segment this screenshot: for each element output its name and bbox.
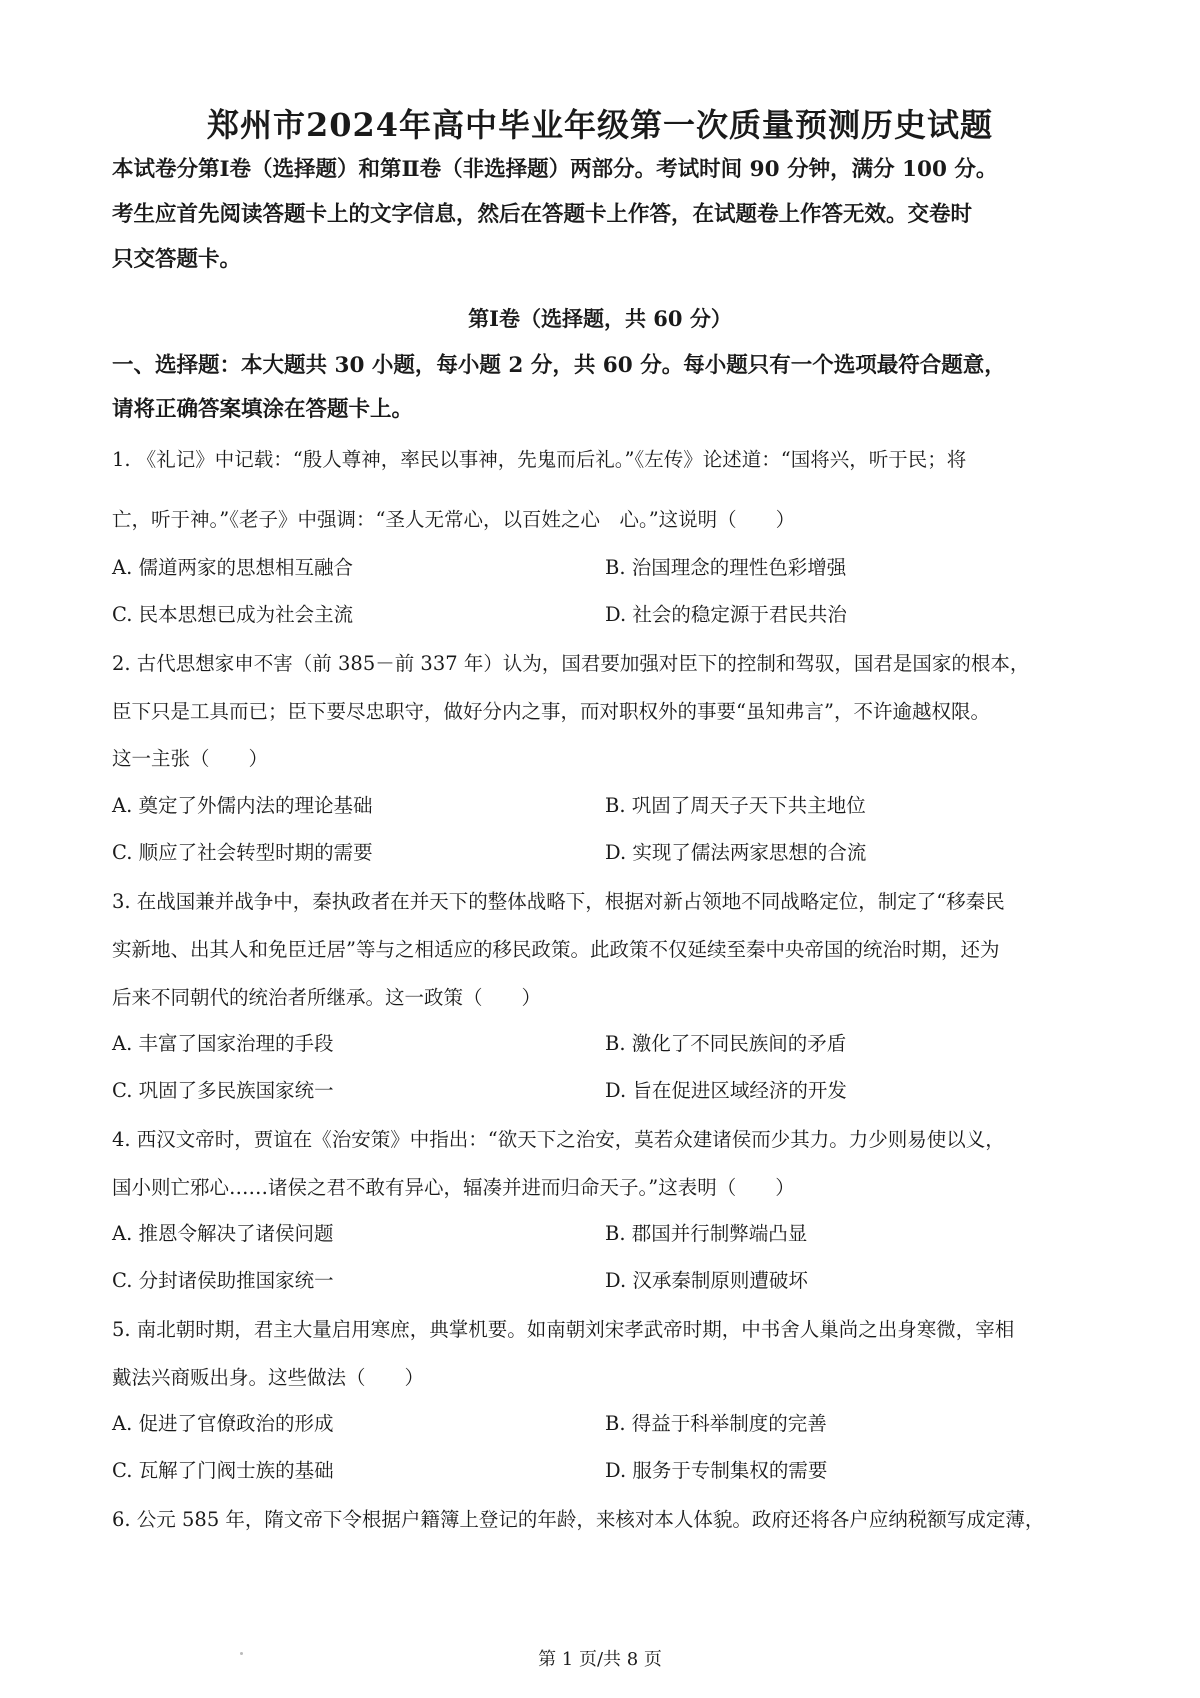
page-title: 郑州市2024年高中毕业年级第一次质量预测历史试题	[206, 106, 994, 144]
question-1-line: 1. 《礼记》中记载：“殷人尊神，率民以事神，先鬼而后礼。”《左传》论述道：“国将兴，听于民；将	[112, 448, 967, 471]
page-number: 第 1 页/共 8 页	[538, 1649, 662, 1670]
question-4-option-d: D. 汉承秦制原则遭破坏	[605, 1269, 808, 1292]
question-2-option-d: D. 实现了儒法两家思想的合流	[605, 841, 867, 864]
question-4-line: 4. 西汉文帝时，贾谊在《治安策》中指出：“欲天下之治安，莫若众建诸侯而少其力。力少则易使以义，	[112, 1128, 1005, 1151]
question-5-line: 戴法兴商贩出身。这些做法（ ）	[112, 1366, 425, 1389]
question-6-line: 6. 公元 585 年，隋文帝下令根据户籍簿上登记的年龄，来核对本人体貌。政府还将各户应纳税额写成定薄，	[112, 1508, 1045, 1531]
question-3-option-a: A. 丰富了国家治理的手段	[112, 1032, 334, 1055]
question-3-option-b: B. 激化了不同民族间的矛盾	[605, 1032, 847, 1055]
question-2-option-a: A. 奠定了外儒内法的理论基础	[112, 794, 373, 817]
intro-line: 本试卷分第Ⅰ卷（选择题）和第Ⅱ卷（非选择题）两部分。考试时间 90 分钟，满分 100 分。	[112, 157, 998, 182]
question-4-option-a: A. 推恩令解决了诸侯问题	[112, 1222, 334, 1245]
question-2-line: 这一主张（ ）	[112, 747, 269, 770]
question-1-line: 亡，听于神。”《老子》中强调：“圣人无常心，以百姓之心 心。”这说明（ ）	[112, 508, 796, 531]
question-1-option-b: B. 治国理念的理性色彩增强	[605, 556, 847, 579]
question-3-option-c: C. 巩固了多民族国家统一	[112, 1079, 334, 1102]
intro-line: 考生应首先阅读答题卡上的文字信息，然后在答题卡上作答，在试题卷上作答无效。交卷时	[112, 202, 973, 227]
question-5-option-d: D. 服务于专制集权的需要	[605, 1459, 828, 1482]
question-4-line: 国小则亡邪心……诸侯之君不敢有异心，辐凑并进而归命天子。”这表明（ ）	[112, 1176, 795, 1199]
question-2-line: 臣下只是工具而已；臣下要尽忠职守，做好分内之事，而对职权外的事要“虽知弗言”，不许逾越权限。	[112, 700, 990, 723]
question-1-option-a: A. 儒道两家的思想相互融合	[112, 556, 353, 579]
question-4-option-c: C. 分封诸侯助推国家统一	[112, 1269, 334, 1292]
section-title: 第Ⅰ卷（选择题，共 60 分）	[468, 306, 732, 331]
question-2-option-c: C. 顺应了社会转型时期的需要	[112, 841, 373, 864]
instructions-line: 请将正确答案填涂在答题卡上。	[112, 397, 414, 422]
question-5-option-c: C. 瓦解了门阀士族的基础	[112, 1459, 334, 1482]
question-3-option-d: D. 旨在促进区域经济的开发	[605, 1079, 847, 1102]
question-2-line: 2. 古代思想家申不害（前 385－前 337 年）认为，国君要加强对臣下的控制和驾驭，国君是国家的根本，	[112, 652, 1030, 675]
question-5-line: 5. 南北朝时期，君主大量启用寒庶，典掌机要。如南朝刘宋孝武帝时期，中书舍人巢尚之出身寒微，宰相	[112, 1318, 1015, 1341]
question-1-option-c: C. 民本思想已成为社会主流	[112, 603, 354, 626]
intro-line: 只交答题卡。	[112, 247, 242, 272]
question-4-option-b: B. 郡国并行制弊端凸显	[605, 1222, 808, 1245]
question-3-line: 3. 在战国兼并战争中，秦执政者在并天下的整体战略下，根据对新占领地不同战略定位，制定了“移秦民	[112, 890, 1005, 913]
question-5-option-a: A. 促进了官僚政治的形成	[112, 1412, 334, 1435]
question-3-line: 后来不同朝代的统治者所继承。这一政策（ ）	[112, 986, 542, 1009]
question-3-line: 实新地、出其人和免臣迁居”等与之相适应的移民政策。此政策不仅延续至秦中央帝国的统治时期，还为	[112, 938, 1000, 961]
question-2-option-b: B. 巩固了周天子天下共主地位	[605, 794, 866, 817]
instructions-line: 一、选择题：本大题共 30 小题，每小题 2 分，共 60 分。每小题只有一个选项最符合题意，	[112, 353, 1006, 378]
question-5-option-b: B. 得益于科举制度的完善	[605, 1412, 827, 1435]
question-1-option-d: D. 社会的稳定源于君民共治	[605, 603, 847, 626]
